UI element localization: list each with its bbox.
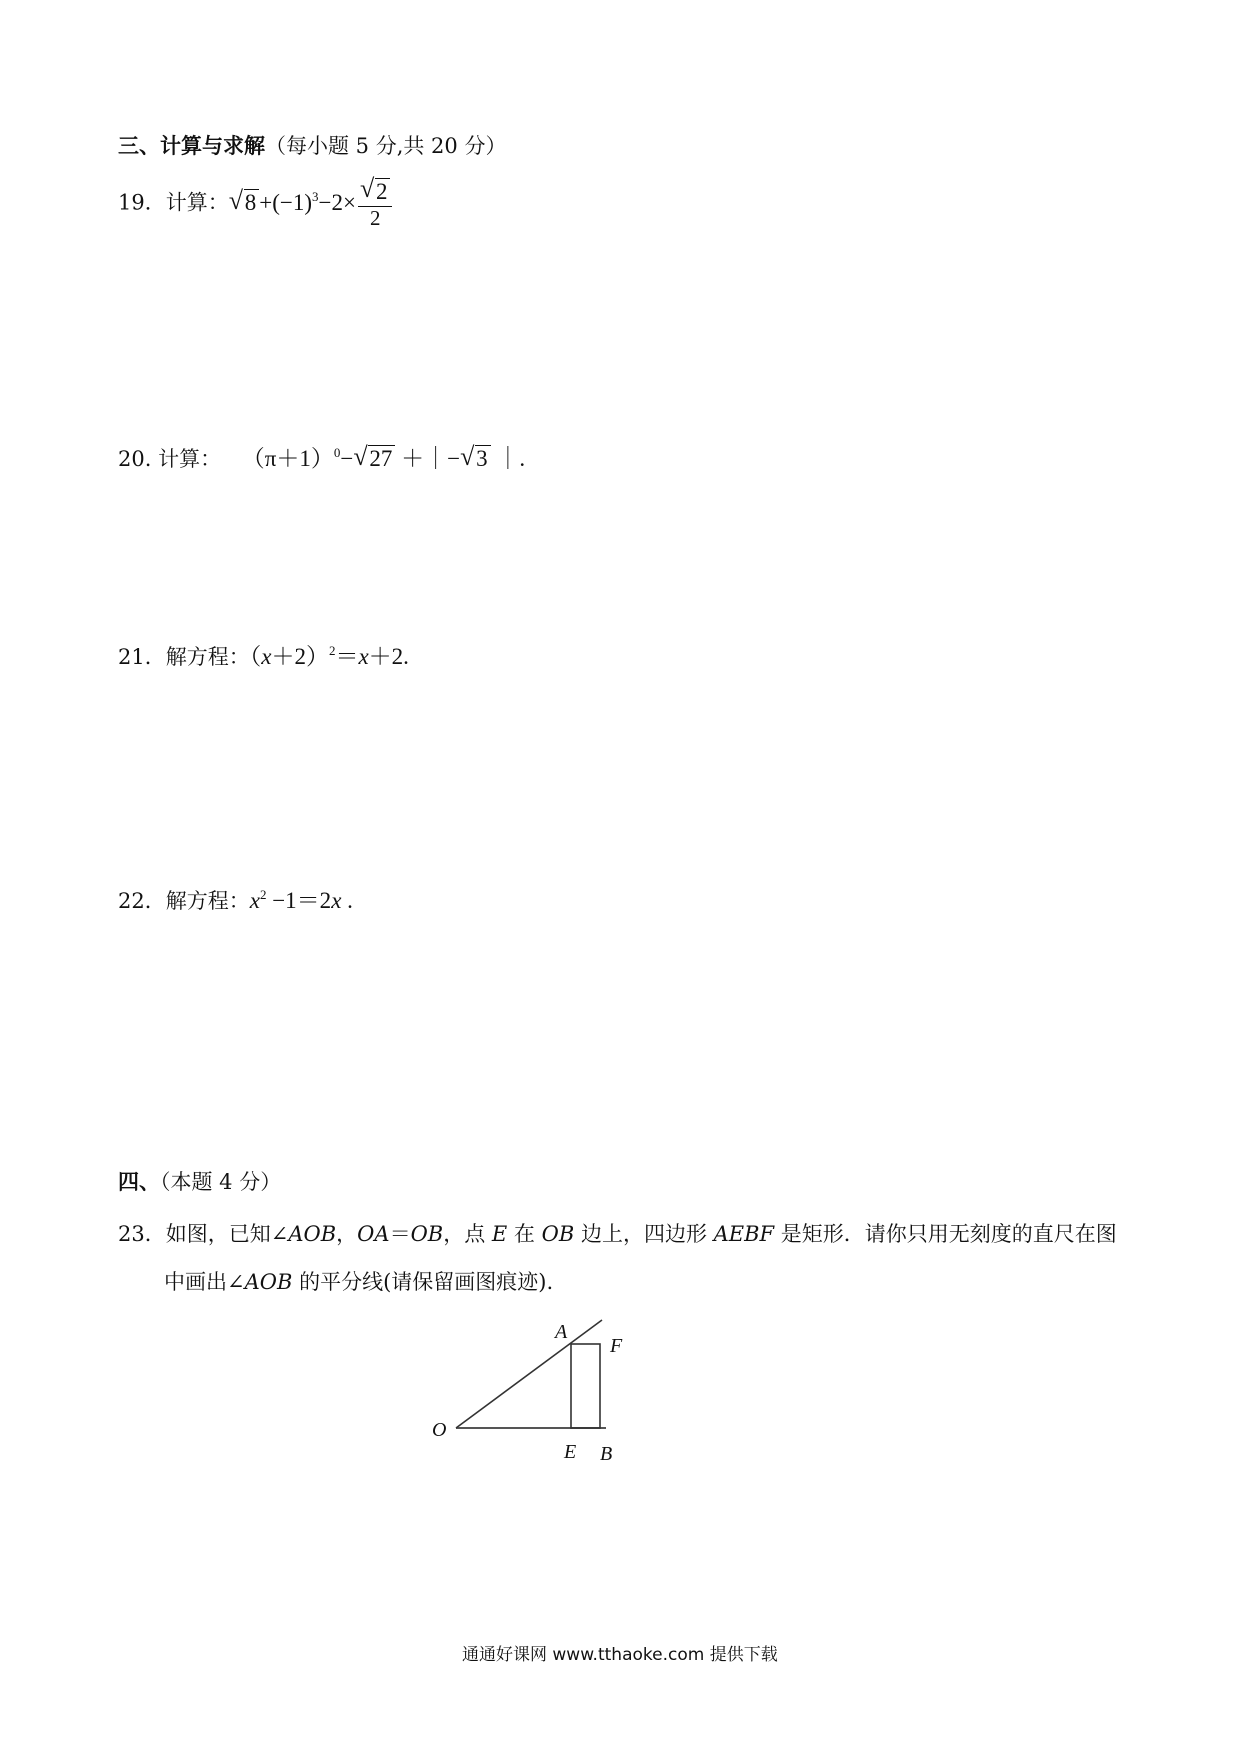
footer-text: 通通好课网 www.tthaoke.com 提供下载 xyxy=(462,1645,778,1665)
q20-radical-3: √ 3 xyxy=(460,445,491,472)
q19-label: 计算： xyxy=(165,190,229,215)
q20-label: 计算： xyxy=(158,447,222,471)
ray-oa xyxy=(456,1320,602,1428)
label-a: A xyxy=(555,1321,568,1343)
q22-expression: $x^2 -1=2x$ . xyxy=(249,887,353,913)
section-3-note: （每小题 5 分,共 20 分） xyxy=(265,134,507,158)
q19-radical-8: √ 8 xyxy=(229,189,260,216)
question-21 xyxy=(118,638,409,671)
q22-label: 解方程： xyxy=(165,889,250,913)
q19-fraction: √ 2 2 xyxy=(358,178,393,231)
label-f: F xyxy=(610,1335,623,1357)
label-o: O xyxy=(432,1419,447,1441)
question-22 xyxy=(118,882,353,915)
section-4-note: （本题 4 分） xyxy=(160,1170,282,1194)
question-23-line-2: 中画出∠AOB 的平分线(请保留画图痕迹). xyxy=(164,1270,554,1294)
q21-label: 解方程： xyxy=(165,645,250,669)
q20-number: 20. xyxy=(118,447,152,471)
q21-expression: $(x+2)^2=x+2$. xyxy=(249,643,409,669)
q19-number: 19． xyxy=(118,190,166,215)
question-19 xyxy=(118,174,392,231)
q20-expression: $(\pi+1)^0-$ √ 27 ＋｜− √ 3 ｜. xyxy=(241,442,526,471)
section-4-heading xyxy=(118,1166,281,1196)
label-e: E xyxy=(564,1441,577,1463)
section-4-title: 四、 xyxy=(118,1169,160,1194)
q19-expression: √ $8 +(-1)^3-2\times$ √ 2 2 xyxy=(229,190,393,215)
geometry-figure xyxy=(420,1300,660,1475)
section-3-heading xyxy=(118,130,506,160)
question-20 xyxy=(118,440,525,473)
q20-radical-27: √ 27 xyxy=(353,445,395,472)
rectangle-aebf xyxy=(571,1344,600,1428)
q22-number: 22． xyxy=(118,889,166,913)
q21-number: 21． xyxy=(118,645,166,669)
question-23-line-1: 23．如图，已知∠AOB，OA＝OB，点 E 在 OB 边上，四边形 AEBF 是矩形．请你只用无刻度的直尺在图 xyxy=(118,1222,1117,1246)
section-3-title: 三、计算与求解 xyxy=(118,133,265,158)
label-b: B xyxy=(600,1443,613,1465)
